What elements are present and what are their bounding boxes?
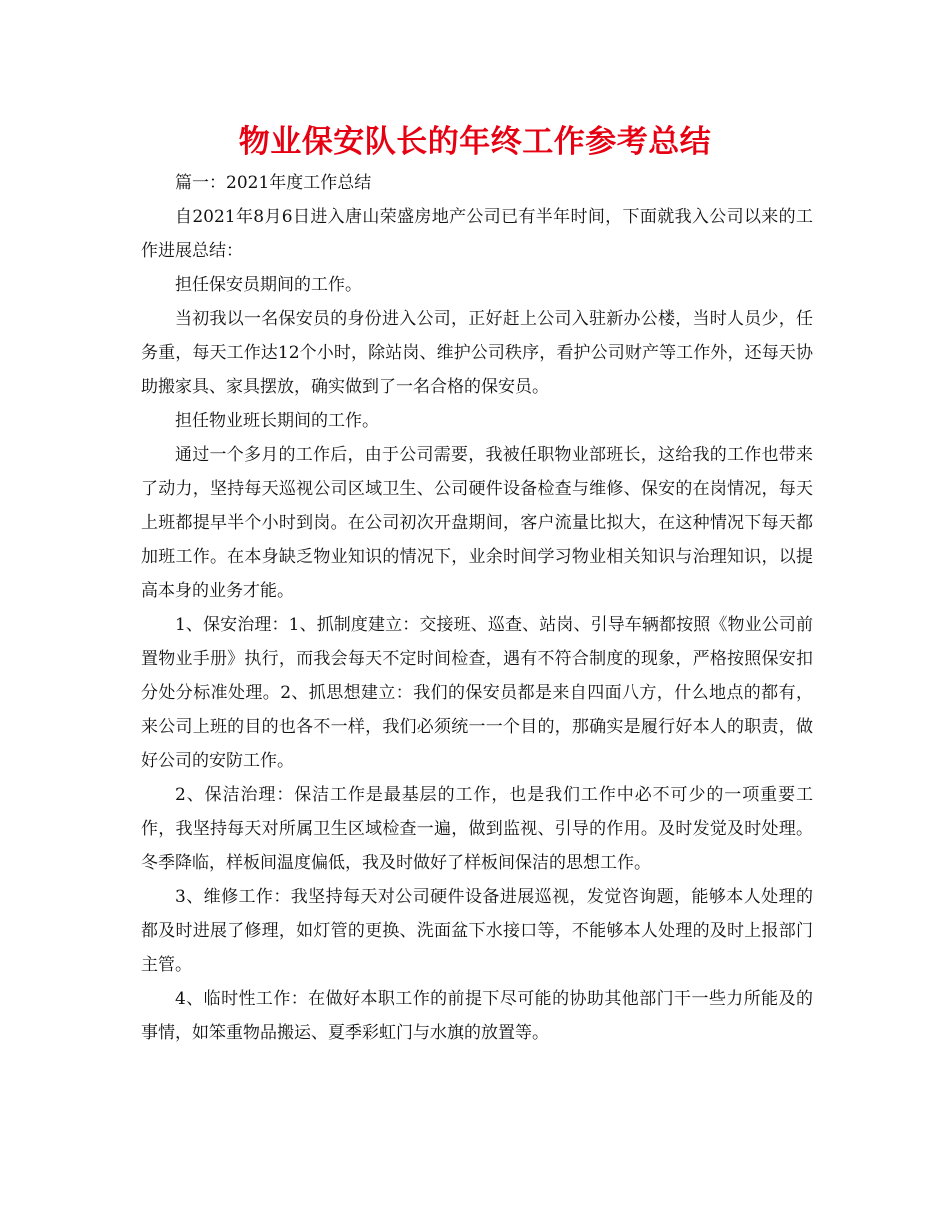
paragraph-squad-leader-heading: 担任物业班长期间的工作。	[175, 411, 379, 431]
paragraph-maintenance-work: 3、维修工作：我坚持每天对公司硬件设备进展巡视，发觉咨询题，能够本人处理的都及时进展了修理，如灯管的更换、洗面盆下水接口等，不能够本人处理的及时上报部门主管。	[141, 887, 813, 975]
paragraph-security-management: 1、保安治理：1、抓制度建立：交接班、巡查、站岗、引导车辆都按照《物业公司前置物业手册》执行，而我会每天不定时间检查，遇有不符合制度的现象，严格按照保安扣分处分标准处理。2、抓思想建立：我们的保安员都是来自四面八方，什么地点的都有，来公司上班的目的也各不一样，我们必须统一一个目的，那确实是履行好本人的职责，做好公司的安防工作。	[141, 615, 813, 771]
paragraph-intro: 自2021年8月6日进入唐山荣盛房地产公司已有半年时间，下面就我入公司以来的工作进展总结：	[141, 207, 813, 261]
paragraph-temporary-work: 4、临时性工作：在做好本职工作的前提下尽可能的协助其他部门干一些力所能及的事情，如笨重物品搬运、夏季彩虹门与水旗的放置等。	[141, 989, 813, 1043]
paragraph-cleaning-management: 2、保洁治理：保洁工作是最基层的工作，也是我们工作中必不可少的一项重要工作，我坚持每天对所属卫生区域检查一遍，做到监视、引导的作用。及时发觉及时处理。冬季降临，样板间温度偏低，我及时做好了样板间保洁的思想工作。	[141, 785, 813, 873]
document-body	[141, 166, 813, 1050]
paragraph-section-heading: 篇一：2021年度工作总结	[175, 173, 372, 193]
paragraph-guard-period-body: 当初我以一名保安员的身份进入公司，正好赶上公司入驻新办公楼，当时人员少，任务重，每天工作达12个小时，除站岗、维护公司秩序，看护公司财产等工作外，还每天协助搬家具、家具摆放，确实做到了一名合格的保安员。	[141, 309, 813, 397]
paragraph-guard-period-heading: 担任保安员期间的工作。	[175, 275, 362, 295]
document-title: 物业保安队长的年终工作参考总结	[238, 124, 712, 160]
paragraph-squad-leader-body: 通过一个多月的工作后，由于公司需要，我被任职物业部班长，这给我的工作也带来了动力，坚持每天巡视公司区域卫生、公司硬件设备检查与维修、保安的在岗情况，每天上班都提早半个小时到岗。在公司初次开盘期间，客户流量比拟大，在这种情况下每天都加班工作。在本身缺乏物业知识的情况下，业余时间学习物业相关知识与治理知识，以提高本身的业务才能。	[141, 445, 813, 601]
